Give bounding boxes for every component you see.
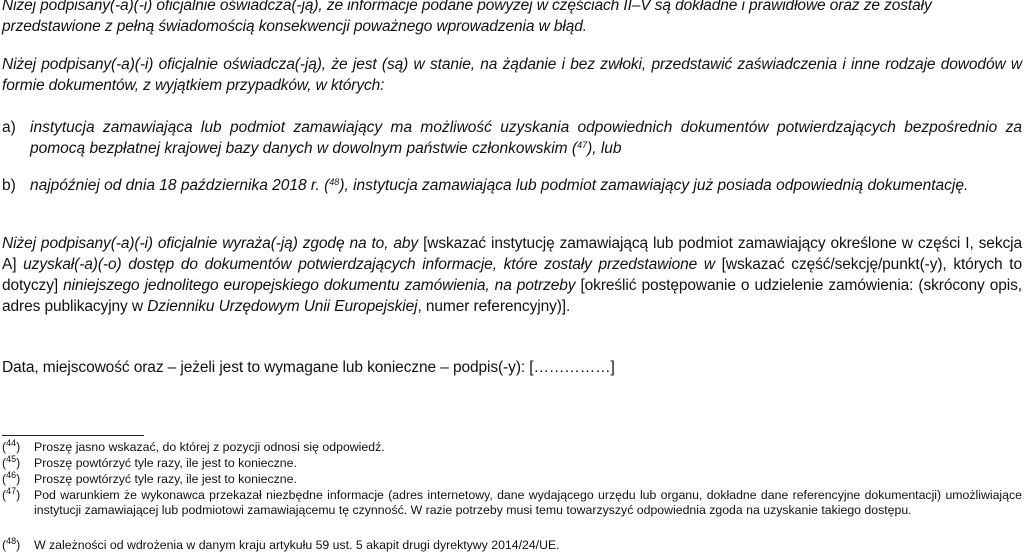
footnote-text: Proszę powtórzyć tyle razy, ile jest to konieczne. <box>34 456 297 470</box>
footnote-text: W zależności od wdrożenia w danym kraju artykułu 59 ust. 5 akapit drugi dyrektywy 2014/24/UE. <box>34 538 560 552</box>
footnote-number: ($^{45}$) <box>2 454 21 470</box>
list-marker-a: a) <box>2 119 16 136</box>
footnote-number: ($^{47}$) <box>2 486 21 502</box>
official-journal-title: Dzienniku Urzędowym Unii Europejskiej <box>147 298 418 315</box>
list-marker-b: b) <box>2 177 16 194</box>
declaration-paragraph-accuracy <box>2 0 1022 37</box>
list-text-a <box>30 117 1022 159</box>
declaration-line-2: przedstawione z pełną świadomością konsekwencji poważnego wprowadzenia w błąd. <box>2 18 587 35</box>
list-text-b-body: najpóźniej od dnia 18 października 2018 r. ( <box>30 177 330 194</box>
consent-paragraph <box>2 233 1022 317</box>
footnote-number-47: 47 <box>6 486 17 496</box>
list-text-b <box>30 175 1022 196</box>
declaration-line-1: Niżej podpisany(-a)(-i) oficjalnie oświadcza(-ją), że informacje podane powyżej w częściach II–V są dokładne i prawidłowe oraz że zostały <box>2 0 932 14</box>
footnote-number: ($^{46}$) <box>2 470 21 486</box>
footnote-number: ($^{44}$) <box>2 438 21 454</box>
footnote-ref-48: 48 <box>329 177 340 187</box>
footnote-number-45: 45 <box>6 454 17 464</box>
consent-text: Niżej podpisany(-a)(-i) oficjalnie wyraża(-ją) zgodę na to, aby [wskazać instytucję zamawiającą lub podmiot zamawiający określone w części I, sekcja A] uzyskał(-a)(-o) dostęp do dokumentów potwierdzających informacje, które zostały przedstawione w [wskazać część/sekcję/punkt(-y), których to dotyczy] niniejszego jednolitego europejskiego dokumentu zamówienia, na potrzeby [określić postępowanie o udzielenie zamówienia: (skrócony opis, adres publikacyjny w <box>2 235 1023 315</box>
footnote-text: Proszę jasno wskazać, do której z pozycji odnosi się odpowiedź. <box>34 440 385 454</box>
list-text-b-tail: ), instytucja zamawiająca lub podmiot zamawiający już posiada odpowiednią dokumentację. <box>339 177 969 194</box>
footnote-number-48: 48 <box>6 536 17 546</box>
list-text-a-tail: ), lub <box>587 140 622 157</box>
consent-text-end: , numer referencyjny)]. <box>417 298 571 315</box>
list-text-a-body: instytucja zamawiająca lub podmiot zamawiający ma możliwość uzyskania odpowiednich dokumentów potwierdzających bezpośrednio za pomocą bezpłatnej krajowej bazy danych w dowolnym państwie członkowskim ( <box>30 119 1022 157</box>
footnote-text: Proszę powtórzyć tyle razy, ile jest to konieczne. <box>34 472 297 486</box>
footnote-separator <box>2 435 144 436</box>
signature-line: Data, miejscowość oraz – jeżeli jest to wymagane lub konieczne – podpis(-y): [……………] <box>2 359 615 376</box>
footnote-ref-47: 47 <box>577 140 588 150</box>
footnote-text: Pod warunkiem że wykonawca przekazał niezbędne informacje (adres internetowy, dane wydającego urzędu lub organu, dokładne dane referencyjne dokumentacji) umożliwiające instytucji zamawiającej lub podmiotowi zamawiającemu tę czynność. W razie potrzeby musi temu towarzyszyć odpowiednia zgoda na uzyskanie takiego dostępu. <box>34 488 1022 517</box>
footnote-number-46: 46 <box>6 470 17 480</box>
declaration-paragraph-evidence: Niżej podpisany(-a)(-i) oficjalnie oświadcza(-ją), że jest (są) w stanie, na żądanie i bez zwłoki, przedstawić zaświadczenia i inne rodzaje dowodów w formie dokumentów, z wyjątkiem przypadków, w których: <box>2 56 1022 94</box>
footnote-number: ($^{48}$) <box>2 536 21 552</box>
footnote-number-44: 44 <box>6 438 17 448</box>
